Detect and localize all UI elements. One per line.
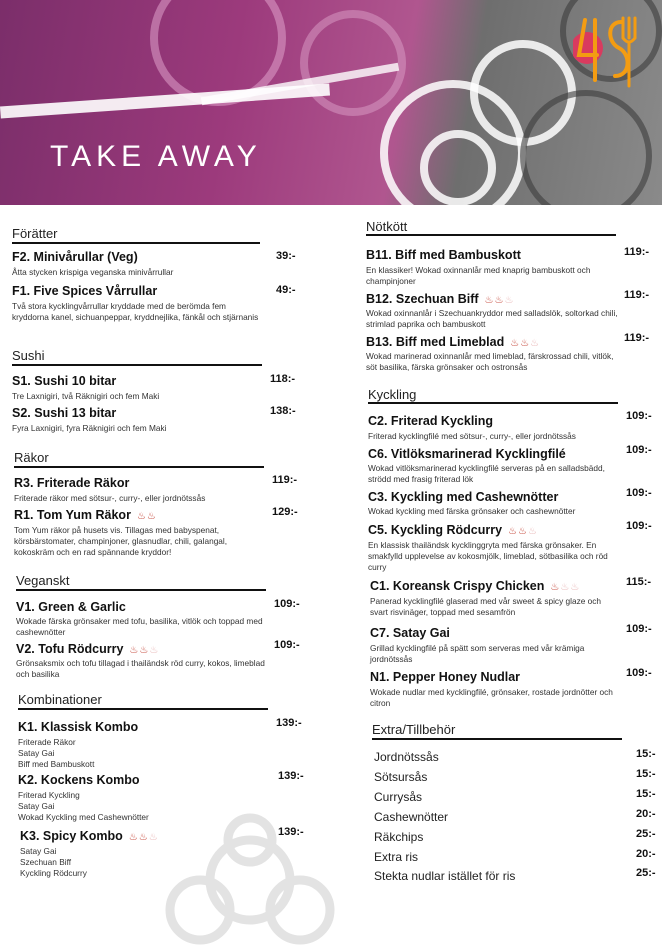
menu-item-name: R3. Friterade Räkor — [14, 476, 130, 490]
menu-item-name: C3. Kyckling med Cashewnötter — [368, 490, 559, 504]
section-title: Sushi — [12, 348, 45, 363]
menu-item-desc: Tre Laxnigiri, två Räknigiri och fem Maki — [12, 391, 160, 401]
section-title: Nötkött — [366, 219, 408, 234]
page-title: TAKE AWAY — [50, 140, 262, 173]
menu-item-desc: Tom Yum räkor på husets vis. Tillagas med babyspenat, körsbärstomater, champinjoner, glasnudlar, chili, galangal, kokoskräm och en rad spännande kryddor! — [14, 525, 228, 557]
menu-item-name: C2. Friterad Kyckling — [368, 414, 494, 428]
header-banner — [0, 0, 662, 205]
section-divider — [12, 242, 260, 244]
menu-item-desc: Två stora kycklingvårrullar kryddade med de berömda fem kryddorna kanel, sichuanpeppar, kryddnejlika, fänkål och stjärnanis — [12, 301, 259, 322]
section-divider — [12, 364, 262, 366]
extra-item-price: 25:- — [636, 867, 656, 879]
menu-item-desc: Grönsaksmix och tofu tillagad i thailändsk röd curry, kokos, limeblad och basilika — [16, 658, 265, 679]
menu-item-desc: Wokade färska grönsaker med tofu, basilika, vitlök och toppad med cashewnötter — [16, 616, 263, 637]
menu-item-price: 39:- — [276, 250, 296, 262]
menu-item-name: V2. Tofu Rödcurry ♨♨♨ — [16, 642, 160, 656]
extra-item-name: Sötsursås — [374, 770, 428, 784]
menu-item-price: 119:- — [624, 332, 650, 344]
menu-item-price: 109:- — [274, 639, 300, 651]
menu-item-name: F2. Minivårullar (Veg) — [12, 250, 138, 264]
menu-item-desc: Friterad Kyckling Satay Gai Wokad Kyckling med Cashewnötter — [18, 790, 149, 822]
menu-item-price: 119:- — [624, 246, 650, 258]
menu-item-desc: En klassisk thailändsk kycklinggryta med färska grönsaker. En smakfylld upplevelse av kokosmjölk, limeblad, sötbasilika och röd curry — [368, 540, 608, 572]
menu-item-desc: Friterade räkor med sötsur-, curry-, eller jordnötssås — [14, 493, 206, 503]
extra-item-price: 15:- — [636, 748, 656, 760]
menu-item-desc: Wokad oxinnanlår i Szechuankryddor med salladslök, soltorkad chili, strimlad paprika och bambuskott — [366, 308, 618, 329]
menu-item-name: R1. Tom Yum Räkor ♨♨ — [14, 508, 157, 522]
menu-item-name: C6. Vitlöksmarinerad Kycklingfilé — [368, 447, 566, 461]
menu-item-price: 109:- — [626, 667, 652, 679]
menu-item-name: F1. Five Spices Vårrullar — [12, 284, 158, 298]
menu-item-name: C5. Kyckling Rödcurry ♨♨♨ — [368, 523, 538, 537]
extra-item-name: Currysås — [374, 790, 423, 804]
menu-item-price: 109:- — [626, 410, 652, 422]
extra-item-price: 15:- — [636, 768, 656, 780]
section-divider — [372, 738, 622, 740]
menu-item-price: 109:- — [626, 520, 652, 532]
menu-item-name: V1. Green & Garlic — [16, 600, 126, 614]
decorative-swirl-icon — [130, 810, 370, 950]
menu-item-desc: Friterade Räkor Satay Gai Biff med Bambuskott — [18, 737, 95, 769]
menu-item-price: 119:- — [272, 474, 298, 486]
menu-item-name: B11. Biff med Bambuskott — [366, 248, 521, 262]
section-title: Kyckling — [368, 387, 417, 402]
chili-rating-icon: ♨♨♨ — [484, 295, 515, 306]
menu-item-desc: Wokad marinerad oxinnanlår med limeblad, färskrossad chili, vitlök, söt basilika, färska grönsaker och ostronsås — [366, 351, 614, 372]
section-title: Kombinationer — [18, 692, 102, 707]
menu-item-name: K1. Klassisk Kombo — [18, 720, 139, 734]
menu-item-price: 129:- — [272, 506, 298, 518]
menu-item-desc: Wokad vitlöksmarinerad kycklingfilé serveras på en salladsbädd, strödd med frasig friterad lök — [368, 463, 605, 484]
menu-item-desc: Satay Gai Szechuan Biff Kyckling Rödcurry — [20, 846, 87, 878]
menu-item-price: 138:- — [270, 405, 296, 417]
menu-item-price: 109:- — [274, 598, 300, 610]
extra-item-price: 20:- — [636, 848, 656, 860]
menu-item-desc: Fyra Laxnigiri, fyra Räknigiri och fem Maki — [12, 423, 167, 433]
menu-item-name: S1. Sushi 10 bitar — [12, 374, 117, 388]
extra-item-name: Stekta nudlar istället för ris — [374, 869, 516, 883]
section-divider — [14, 466, 264, 468]
section-divider — [18, 708, 268, 710]
section-title: Veganskt — [16, 573, 70, 588]
menu-item-name: B12. Szechuan Biff ♨♨♨ — [366, 292, 515, 306]
chili-rating-icon: ♨♨♨ — [508, 526, 538, 537]
menu-item-price: 119:- — [624, 289, 650, 301]
chili-rating-icon: ♨♨♨ — [129, 645, 160, 656]
menu-item-desc: Åtta stycken krispiga veganska minivårrullar — [12, 267, 174, 277]
chili-rating-icon: ♨♨♨ — [510, 338, 541, 349]
menu-item-name: S2. Sushi 13 bitar — [12, 406, 117, 420]
menu-item-name: N1. Pepper Honey Nudlar — [370, 670, 521, 684]
menu-item-desc: En klassiker! Wokad oxinnanlår med knaprig bambuskott och champinjoner — [366, 265, 591, 286]
menu-item-name: C7. Satay Gai — [370, 626, 450, 640]
menu-item-name: K3. Spicy Kombo ♨♨♨ — [20, 829, 159, 843]
menu-item-desc: Friterad kycklingfilé med sötsur-, curry-, eller jordnötssås — [368, 431, 576, 441]
menu-item-desc: Panerad kycklingfilé glaserad med vår sweet & spicy glaze och svart risvinäger, toppad med sesamfrön — [370, 596, 602, 617]
section-title: Förätter — [12, 226, 58, 241]
menu-item-price: 109:- — [626, 623, 652, 635]
section-divider — [366, 234, 616, 236]
menu-item-name: C1. Koreansk Crispy Chicken ♨♨♨ — [370, 579, 581, 593]
chili-rating-icon: ♨♨♨ — [128, 832, 159, 843]
menu-item-price: 109:- — [626, 487, 652, 499]
chili-rating-icon: ♨♨♨ — [550, 582, 581, 593]
extra-item-name: Cashewnötter — [374, 810, 449, 824]
extra-item-name: Jordnötssås — [374, 750, 439, 764]
extra-item-price: 15:- — [636, 788, 656, 800]
menu-item-desc: Grillad kycklingfilé på spätt som serveras med vår krämiga jordnötssås — [370, 643, 585, 664]
menu-item-price: 139:- — [276, 717, 302, 729]
extra-item-name: Extra ris — [374, 850, 419, 864]
menu-item-price: 139:- — [278, 770, 304, 782]
menu-item-name: B13. Biff med Limeblad ♨♨♨ — [366, 335, 541, 349]
menu-item-price: 115:- — [626, 576, 652, 588]
section-divider — [368, 402, 618, 404]
extra-item-price: 20:- — [636, 808, 656, 820]
menu-item-price: 49:- — [276, 284, 296, 296]
chili-rating-icon: ♨♨ — [136, 511, 157, 522]
extra-item-price: 25:- — [636, 828, 656, 840]
menu-item-price: 139:- — [278, 826, 304, 838]
restaurant-logo-icon — [573, 10, 643, 92]
section-title: Räkor — [14, 450, 49, 465]
menu-item-name: K2. Kockens Kombo — [18, 773, 140, 787]
section-title: Extra/Tillbehör — [372, 722, 456, 737]
extra-item-name: Räkchips — [374, 830, 424, 844]
menu-item-price: 109:- — [626, 444, 652, 456]
section-divider — [16, 589, 266, 591]
menu-item-price: 118:- — [270, 373, 296, 385]
menu-item-desc: Wokade nudlar med kycklingfilé, grönsaker, rostade jordnötter och citron — [370, 687, 613, 708]
menu-item-desc: Wokad kyckling med färska grönsaker och cashewnötter — [368, 506, 576, 516]
